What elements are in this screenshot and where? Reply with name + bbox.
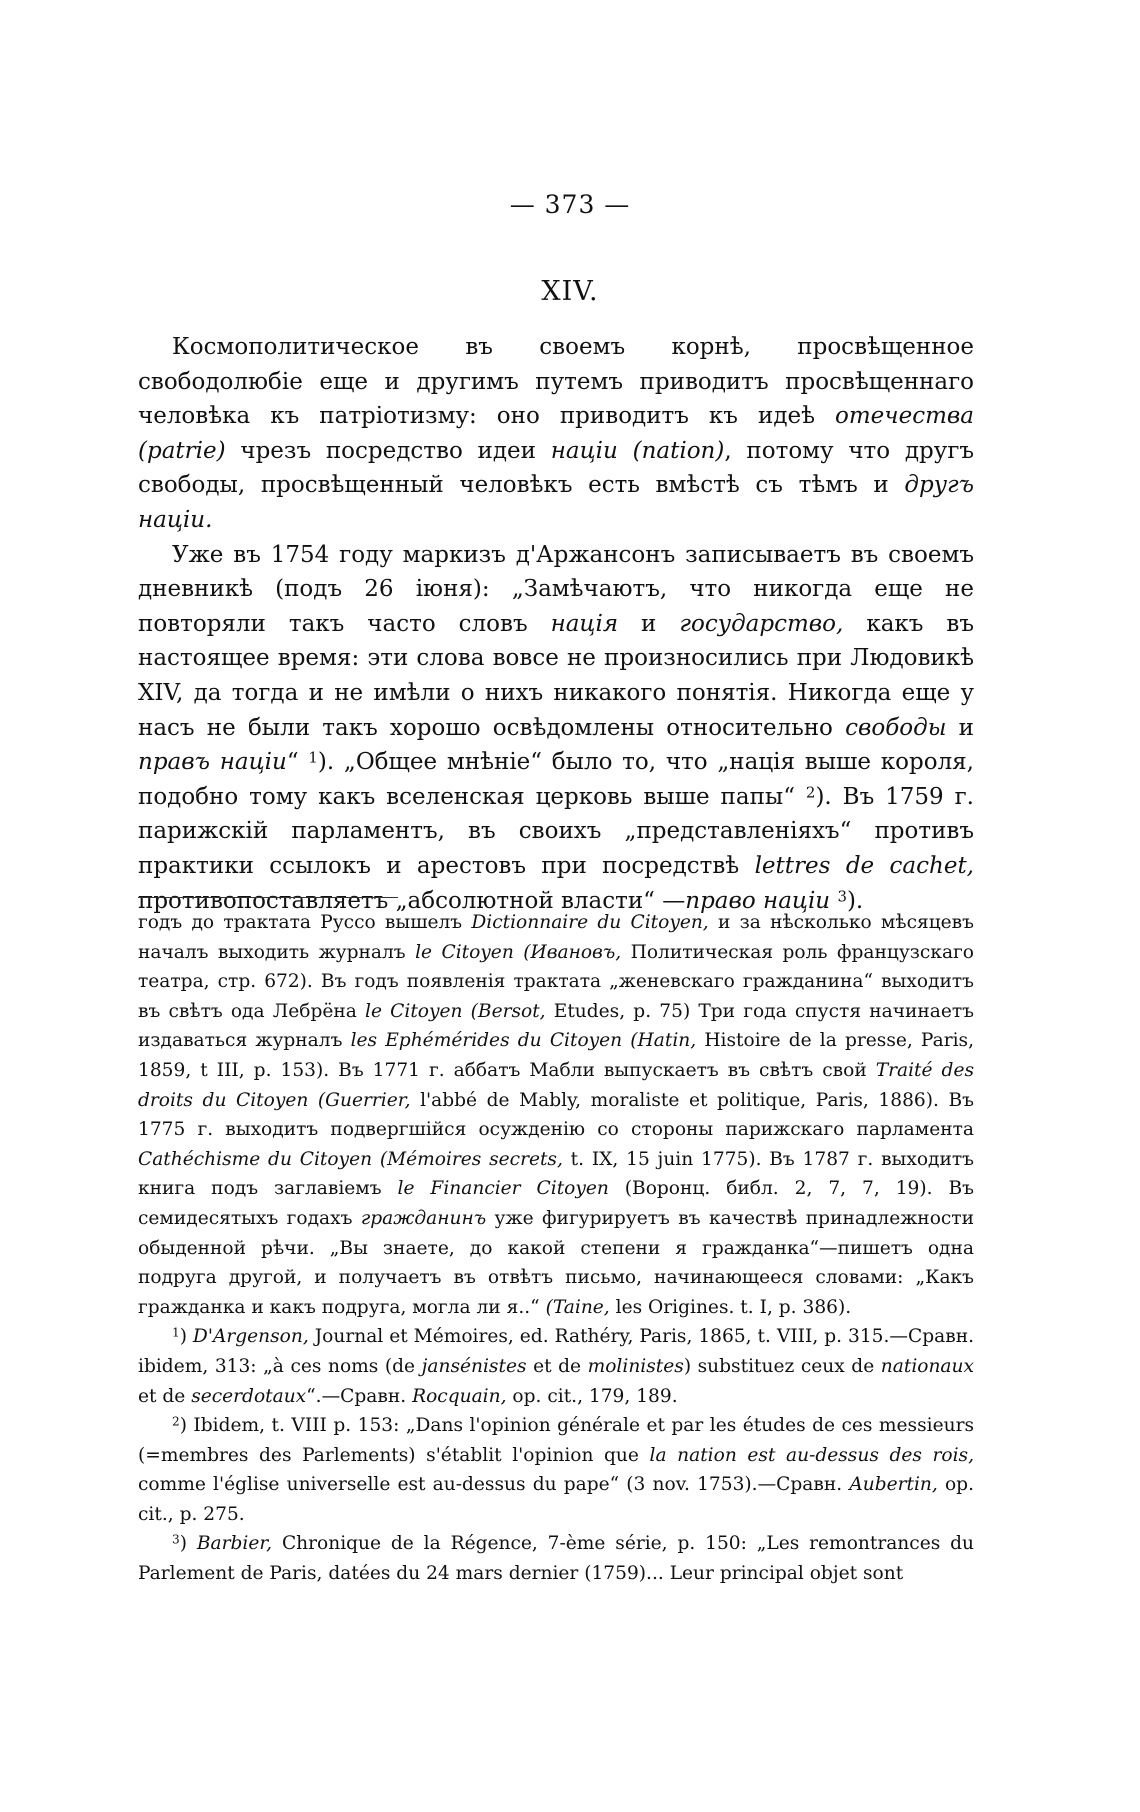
text-run: ) — [179, 1533, 197, 1555]
text-run: op. cit., 179, 189. — [506, 1385, 678, 1407]
text-run: ) — [179, 1326, 193, 1348]
text-run: и за нѣсколько мѣсяцевъ началъ выходить журналъ — [138, 912, 974, 963]
italic-run: государство, — [679, 610, 844, 637]
text-run: Космополитическое въ своемъ корнѣ, просвѣщенное свободолюбіе еще и другимъ путемъ приводитъ просвѣщеннаго человѣка къ патріотизму: оно приводитъ къ идеѣ — [138, 334, 974, 430]
text-run: , потому что другъ свободы, просвѣщенный человѣкъ есть вмѣстѣ съ тѣмъ и — [138, 437, 974, 499]
italic-run: право націи — [685, 887, 831, 914]
text-run: (Воронц. библ. 2, 7, 7, 19). Въ семидесятыхъ годахъ — [138, 1178, 974, 1229]
text-run: и — [946, 714, 974, 741]
footnote-ref-2: 2 — [805, 783, 816, 801]
footnote-number: 1 — [172, 1325, 180, 1340]
italic-run: le Citoyen (Ивановъ, — [415, 941, 622, 963]
text-run: “ — [286, 749, 309, 776]
italic-run: отечества (patrie) — [138, 403, 974, 464]
chapter-heading: XIV. — [541, 276, 599, 307]
text-run: Histoire de la presse, Paris, 1859, t III, p. 153). Въ 1771 г. аббатъ Мабли выпускаетъ въ свѣтъ свой — [138, 1030, 974, 1081]
text-run: ). — [846, 887, 864, 914]
footnote-2 — [138, 1411, 974, 1529]
text-run: и — [618, 610, 680, 637]
italic-run: secerdotaux — [191, 1385, 307, 1407]
text-run: уже фигурируетъ въ качествѣ принадлежности обыденной рѣчи. „Вы знаете, до какой степени я гражданка“—пишетъ одна подруга другой, и получаетъ въ отвѣтъ письмо, начинающееся словами: „Какъ гражданка и какъ подруга, могла ли я..“ — [138, 1207, 974, 1318]
text-run: Chronique de la Régence, 7-ème série, p. 150: „Les remontrances du Parlement de Paris, datées du 24 mars dernier (1759)... Leur principal objet sont — [138, 1533, 974, 1585]
italic-run: (Taine, — [545, 1296, 610, 1318]
italic-run: нація — [550, 610, 619, 637]
footnote-3 — [138, 1529, 974, 1588]
italic-run: nationaux — [880, 1355, 974, 1377]
text-run: et de — [138, 1385, 192, 1407]
text-run: ). Въ 1759 г. парижскій парламентъ, въ своихъ „представленіяхъ“ противъ практики ссылокъ и арестовъ при посредствѣ — [138, 783, 974, 879]
page-number: — 373 — — [509, 190, 631, 219]
paragraph-2 — [138, 538, 974, 919]
text-run: Etudes, p. 75) Три года спустя начинаетъ издаваться журналъ — [138, 1000, 974, 1052]
italic-run: другъ націи. — [138, 472, 974, 533]
italic-run: гражданинъ — [360, 1207, 487, 1229]
text-run: les Origines. t. I, p. 386). — [609, 1296, 852, 1318]
italic-run: Traité des droits du Citoyen (Guerrier, — [138, 1059, 974, 1111]
text-run: et de — [526, 1355, 588, 1377]
text-run: comme l'église universelle est au-dessus du pape“ (3 nov. 1753).—Сравн. — [138, 1474, 850, 1496]
text-run: “.—Сравн. — [306, 1385, 413, 1407]
footnote-ref-3: 3 — [837, 886, 847, 905]
footnote-continued — [138, 908, 974, 1322]
italic-run: правъ націи — [138, 749, 287, 776]
italic-run: Rocquain, — [412, 1385, 507, 1407]
text-run: чрезъ посредство идеи — [225, 437, 551, 464]
footnote-number: 3 — [172, 1533, 180, 1548]
main-text — [138, 330, 974, 918]
footnote-1 — [138, 1322, 974, 1411]
footnotes — [138, 908, 974, 1589]
footnote-number: 2 — [172, 1414, 180, 1429]
text-run: op. cit., p. 275. — [138, 1474, 974, 1525]
italic-run: D'Argenson, — [192, 1326, 309, 1348]
text-run: Политическая роль французскаго театра, стр. 672). Въ годъ появленія трактата „женевскаго гражданина“ выходитъ въ свѣтъ ода Лебрёна — [138, 941, 974, 1022]
italic-run: Aubertin, — [849, 1474, 938, 1496]
italic-run: свободы — [845, 714, 947, 741]
italic-run: Cathéchisme du Citoyen (Mémoires secrets, — [138, 1148, 563, 1170]
footnote-ref-1: 1 — [308, 748, 318, 767]
text-run: годъ до трактата Руссо вышелъ — [138, 912, 472, 933]
text-run: Уже въ 1754 году маркизъ д'Аржансонъ записываетъ въ своемъ дневникѣ (подъ 26 іюня): „Замѣчаютъ, что никогда еще не повторяли такъ часто словъ — [138, 541, 974, 637]
italic-run: націи (nation) — [550, 437, 725, 464]
text-run: l'abbé de Mably, moraliste et politique, Paris, 1886). Въ 1775 г. выходитъ подвергшійся осужденію со стороны парижскаго парламента — [138, 1089, 975, 1141]
italic-run: le Financier Citoyen — [397, 1178, 609, 1200]
paragraph-1 — [138, 330, 974, 538]
text-run: Journal et Mémoires, ed. Rathéry, Paris, 1865, t. VIII, p. 315.—Сравн. ibidem, 313: „à ces noms (de — [138, 1326, 975, 1377]
italic-run: le Citoyen (Bersot, — [365, 1000, 546, 1022]
italic-run: la nation est au-dessus des rois, — [649, 1444, 974, 1466]
italic-run: lettres de cachet, — [754, 852, 974, 879]
italic-run: molinistes — [587, 1355, 684, 1377]
text-run: ) substituez ceux de — [683, 1355, 881, 1377]
text-run: ). „Общее мнѣніе“ было то, что „нація выше короля, подобно тому какъ вселенская церковь выше папы“ — [138, 749, 974, 810]
footnote-separator — [138, 897, 398, 898]
italic-run: Dictionnaire du Citoyen, — [471, 912, 709, 933]
text-run: противопоставляетъ „абсолютной власти“ — — [138, 887, 686, 914]
text-run: ) Ibidem, t. VIII p. 153: „Dans l'opinion générale et par les études de ces messieurs (=membres des Parlements) s'établit l'opinion que — [138, 1415, 974, 1466]
text-run: какъ въ настоящее время: эти слова вовсе не произносились при Людовикѣ XIV, да тогда и не имѣли о нихъ никакого понятія. Никогда еще у насъ не были такъ хорошо освѣдомлены относительно — [138, 610, 974, 741]
italic-run: Barbier, — [196, 1533, 273, 1555]
text-run: t. IX, 15 juin 1775). Въ 1787 г. выходитъ книга подъ заглавіемъ — [138, 1148, 974, 1200]
italic-run: les Ephémérides du Citoyen (Hatin, — [350, 1030, 697, 1052]
italic-run: jansénistes — [421, 1355, 527, 1377]
